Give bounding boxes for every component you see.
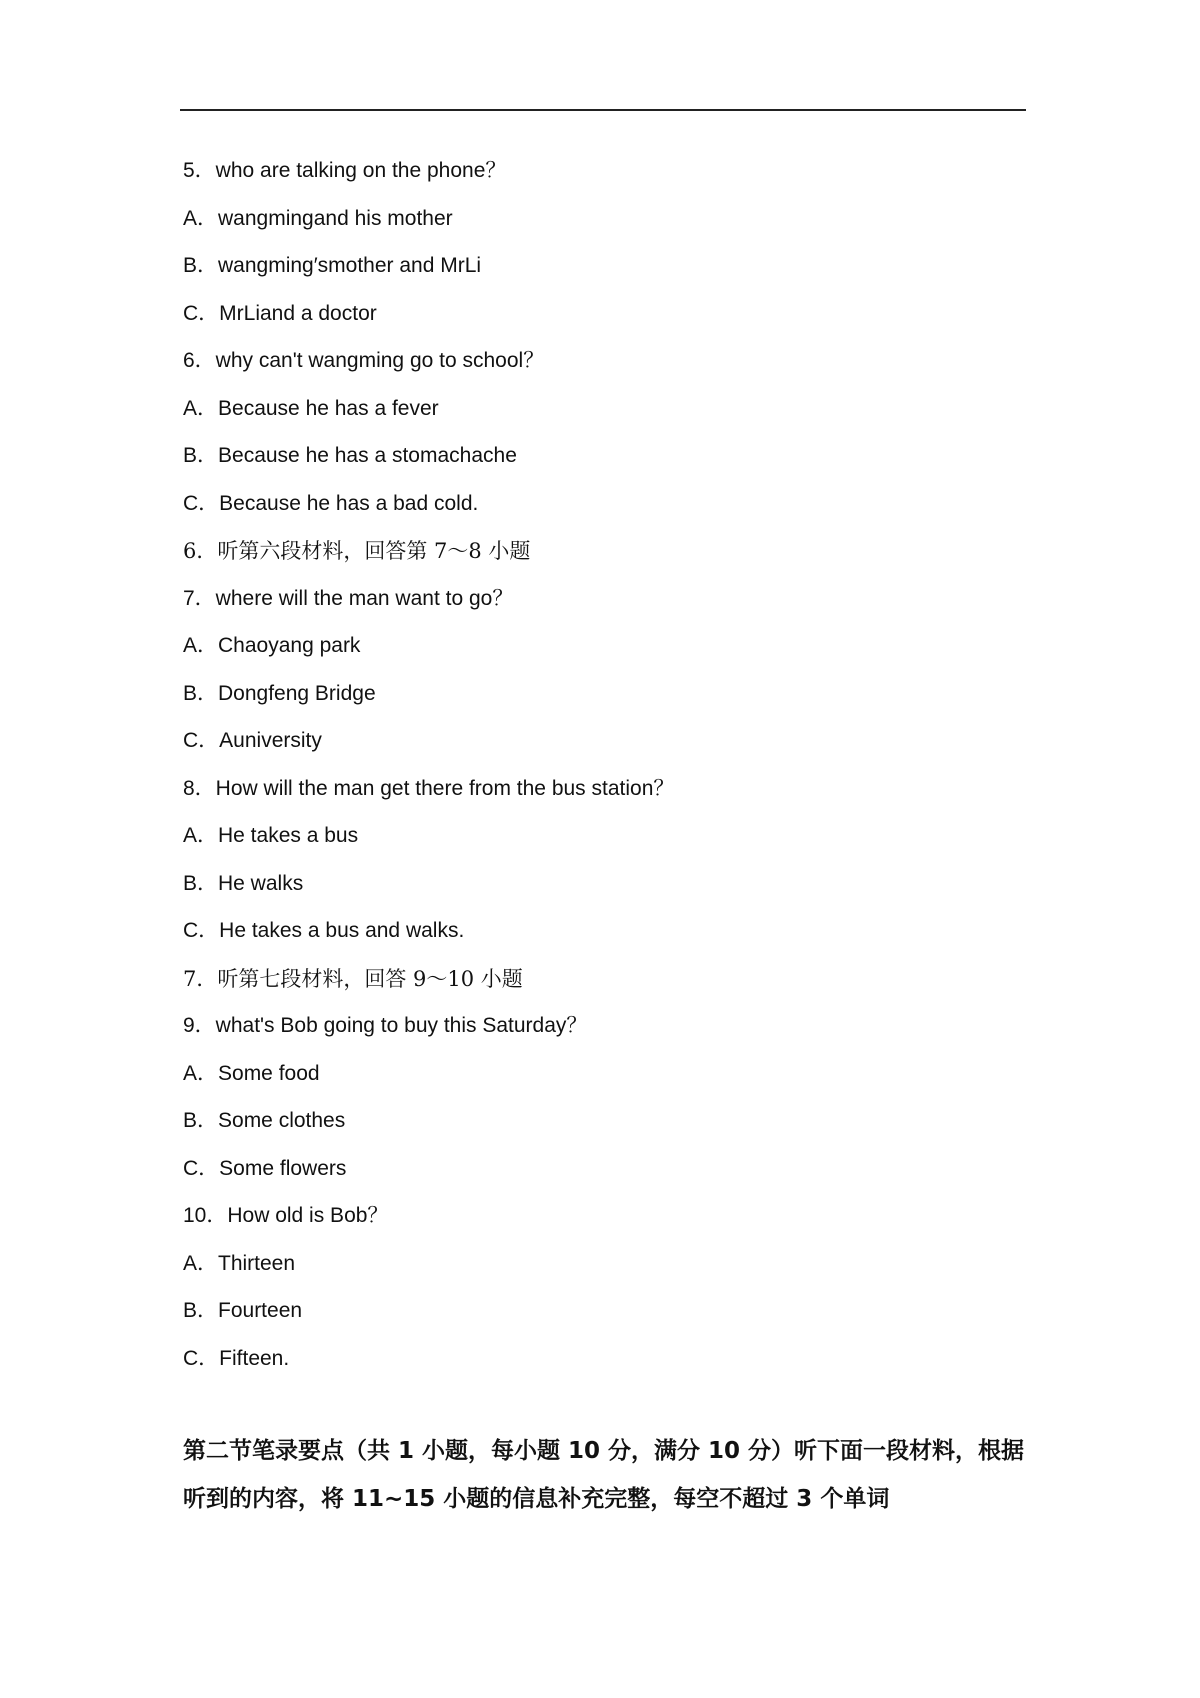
question-line: A．Chaoyang park	[183, 634, 361, 657]
listening-instruction: 6．听第六段材料，回答第 7～8 小题	[183, 539, 531, 563]
question-line: 5．who are talking on the phone？	[183, 159, 507, 182]
question-line: A．Because he has a fever	[183, 396, 439, 420]
header-rule	[180, 109, 1026, 111]
question-list	[183, 152, 1043, 1387]
question-line: C．MrLiand a doctor	[183, 301, 377, 325]
question-line: B．wangming′smother and MrLi	[183, 254, 482, 277]
question-line: B．Fourteen	[183, 1299, 303, 1322]
question-line: B．Because he has a stomachache	[183, 444, 517, 467]
question-line: C．Fifteen.	[183, 1346, 290, 1370]
question-line: B．He walks	[183, 871, 304, 895]
section-heading: 第二节笔录要点（共 1 小题，每小题 10 分，满分 10 分）听下面一段材料，根据听到的内容，将 11~15 小题的信息补充完整，每空不超过 3 个单词	[183, 1438, 1025, 1512]
question-line: 10．How old is Bob？	[183, 1204, 389, 1227]
question-line: A．He takes a bus	[183, 824, 359, 847]
question-line: 9．what's Bob going to buy this Saturday？	[183, 1014, 588, 1037]
question-line: 8．How will the man get there from the bus station？	[183, 776, 675, 800]
question-line: B．Dongfeng Bridge	[183, 681, 376, 705]
question-line: B．Some clothes	[183, 1109, 346, 1132]
listening-instruction: 7．听第七段材料，回答 9～10 小题	[183, 966, 523, 991]
question-line: A．Thirteen	[183, 1251, 296, 1275]
question-line: 6．why can't wangming go to school？	[183, 349, 545, 372]
question-line: C．Some flowers	[183, 1156, 347, 1180]
question-line: C．He takes a bus and walks.	[183, 919, 465, 942]
question-line: C．Because he has a bad cold.	[183, 491, 479, 515]
question-line: 7．where will the man want to go？	[183, 586, 514, 610]
question-line: A．wangmingand his mother	[183, 206, 453, 230]
question-line: A．Some food	[183, 1061, 320, 1085]
question-line: C．Auniversity	[183, 729, 322, 752]
